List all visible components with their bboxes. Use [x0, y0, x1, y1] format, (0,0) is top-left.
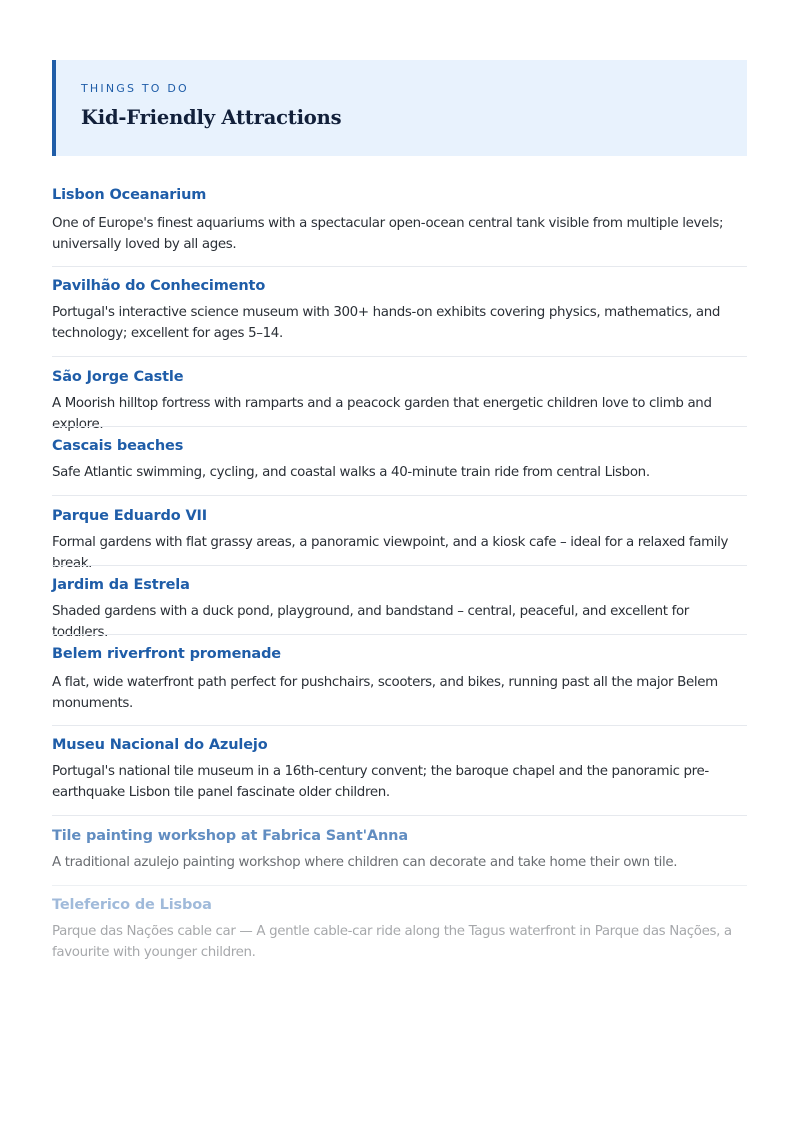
- item-title: Parque Eduardo VII: [52, 508, 208, 524]
- item-title: Jardim da Estrela: [52, 577, 190, 593]
- item-description: Safe Atlantic swimming, cycling, and coastal walks a 40-minute train ride from central Lisbon.: [52, 465, 650, 480]
- section-eyebrow: THINGS TO DO: [81, 82, 189, 95]
- item-description: One of Europe's finest aquariums with a spectacular open-ocean central tank visible from multiple levels; universally loved by all ages.: [52, 216, 724, 252]
- item-description: Formal gardens with flat grassy areas, a panoramic viewpoint, and a kiosk cafe – ideal for a relaxed family break.: [52, 535, 729, 571]
- item-title: Teleferico de Lisboa: [52, 897, 212, 913]
- item-description: A traditional azulejo painting workshop where children can decorate and take home their own tile.: [52, 855, 678, 870]
- item-description: Portugal's national tile museum in a 16th-century convent; the baroque chapel and the panoramic pre-earthquake Lisbon tile panel fascinate older children.: [52, 764, 709, 800]
- divider: [52, 426, 747, 427]
- divider: [52, 266, 747, 267]
- divider: [52, 356, 747, 357]
- divider: [52, 565, 747, 566]
- divider: [52, 725, 747, 726]
- item-description: A Moorish hilltop fortress with ramparts and a peacock garden that energetic children love to climb and explore.: [52, 396, 712, 432]
- item-title: São Jorge Castle: [52, 369, 184, 385]
- divider: [52, 815, 747, 816]
- page-title: Kid-Friendly Attractions: [81, 106, 342, 129]
- divider: [52, 885, 747, 886]
- item-description: Parque das Nações cable car — A gentle cable-car ride along the Tagus waterfront in Parque das Nações, a favourite with younger children.: [52, 924, 732, 960]
- item-description: A flat, wide waterfront path perfect for pushchairs, scooters, and bikes, running past all the major Belem monuments.: [52, 675, 718, 711]
- item-description: Portugal's interactive science museum with 300+ hands-on exhibits covering physics, mathematics, and technology; excellent for ages 5–14.: [52, 305, 721, 341]
- divider: [52, 495, 747, 496]
- item-title: Tile painting workshop at Fabrica Sant'Anna: [52, 828, 408, 844]
- divider: [52, 634, 747, 635]
- section-header: [52, 60, 747, 156]
- item-title: Lisbon Oceanarium: [52, 187, 207, 203]
- item-title: Museu Nacional do Azulejo: [52, 737, 268, 753]
- item-title: Belem riverfront promenade: [52, 646, 281, 662]
- item-description: Shaded gardens with a duck pond, playground, and bandstand – central, peaceful, and excellent for toddlers.: [52, 604, 689, 640]
- item-title: Pavilhão do Conhecimento: [52, 278, 266, 294]
- item-title: Cascais beaches: [52, 438, 184, 454]
